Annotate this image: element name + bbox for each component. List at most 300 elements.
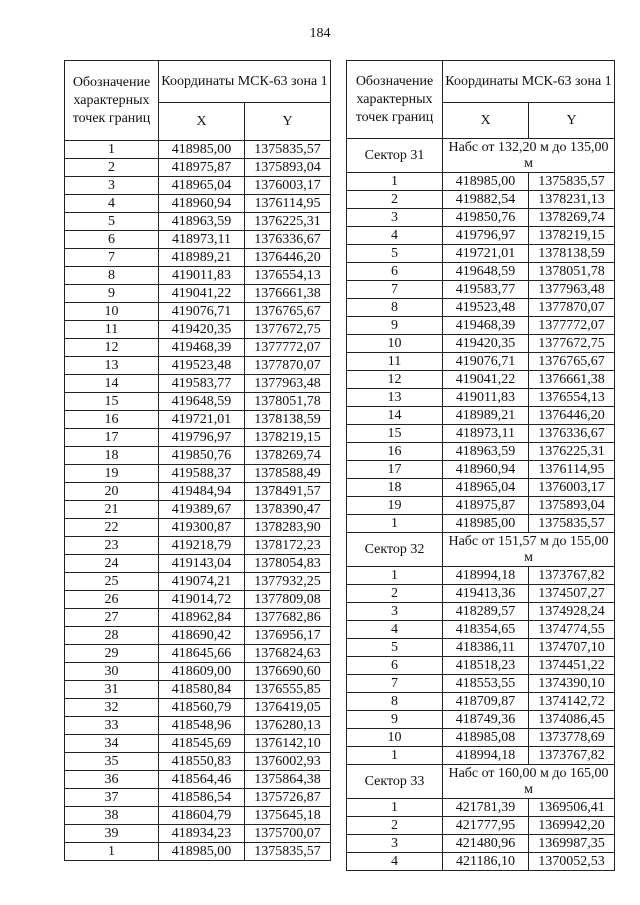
x-coordinate: 418989,21	[443, 407, 529, 425]
point-number: 7	[347, 675, 443, 693]
x-coordinate: 419583,77	[159, 375, 245, 393]
x-coordinate: 418564,46	[159, 771, 245, 789]
x-coordinate: 418289,57	[443, 603, 529, 621]
sector-row	[347, 765, 615, 799]
table-row	[65, 393, 331, 411]
table-row	[65, 357, 331, 375]
table-row	[65, 195, 331, 213]
y-coordinate: 1378231,13	[529, 191, 615, 209]
y-coordinate: 1378588,49	[245, 465, 331, 483]
y-coordinate: 1378390,47	[245, 501, 331, 519]
y-coordinate: 1374086,45	[529, 711, 615, 729]
y-coordinate: 1378219,15	[245, 429, 331, 447]
y-coordinate: 1373767,82	[529, 747, 615, 765]
table-row	[347, 173, 615, 191]
y-coordinate: 1377963,48	[529, 281, 615, 299]
point-number: 20	[65, 483, 159, 501]
table-row	[347, 461, 615, 479]
table-row	[65, 519, 331, 537]
x-coordinate: 419076,71	[443, 353, 529, 371]
x-coordinate: 418985,00	[159, 843, 245, 861]
y-coordinate: 1376114,95	[245, 195, 331, 213]
table-row	[347, 817, 615, 835]
x-coordinate: 418960,94	[159, 195, 245, 213]
x-coordinate: 419420,35	[159, 321, 245, 339]
x-coordinate: 418553,55	[443, 675, 529, 693]
x-coordinate: 418749,36	[443, 711, 529, 729]
right-header-x: X	[443, 103, 529, 139]
y-coordinate: 1377682,86	[245, 609, 331, 627]
y-coordinate: 1376690,60	[245, 663, 331, 681]
x-coordinate: 419468,39	[159, 339, 245, 357]
point-number: 24	[65, 555, 159, 573]
x-coordinate: 418518,23	[443, 657, 529, 675]
y-coordinate: 1377672,75	[245, 321, 331, 339]
y-coordinate: 1374390,10	[529, 675, 615, 693]
y-coordinate: 1375835,57	[529, 515, 615, 533]
point-number: 4	[347, 853, 443, 871]
table-row	[65, 537, 331, 555]
point-number: 1	[65, 141, 159, 159]
point-number: 14	[65, 375, 159, 393]
table-row	[65, 231, 331, 249]
point-number: 31	[65, 681, 159, 699]
point-number: 2	[347, 585, 443, 603]
point-number: 21	[65, 501, 159, 519]
sector-height-note: Набс от 132,20 м до 135,00 м	[443, 139, 615, 173]
y-coordinate: 1376336,67	[245, 231, 331, 249]
y-coordinate: 1378172,23	[245, 537, 331, 555]
point-number: 4	[347, 227, 443, 245]
table-row	[65, 591, 331, 609]
point-number: 1	[347, 747, 443, 765]
table-row	[347, 639, 615, 657]
y-coordinate: 1374707,10	[529, 639, 615, 657]
x-coordinate: 418609,00	[159, 663, 245, 681]
table-row	[347, 317, 615, 335]
x-coordinate: 418548,96	[159, 717, 245, 735]
x-coordinate: 418545,69	[159, 735, 245, 753]
point-number: 7	[65, 249, 159, 267]
point-number: 25	[65, 573, 159, 591]
x-coordinate: 419648,59	[159, 393, 245, 411]
table-row	[65, 447, 331, 465]
y-coordinate: 1373767,82	[529, 567, 615, 585]
point-number: 6	[347, 263, 443, 281]
y-coordinate: 1377870,07	[529, 299, 615, 317]
y-coordinate: 1375835,57	[245, 141, 331, 159]
left-header-x: X	[159, 103, 245, 141]
table-row	[65, 483, 331, 501]
table-row	[65, 321, 331, 339]
sector-height-note: Набс от 151,57 м до 155,00 м	[443, 533, 615, 567]
table-row	[347, 371, 615, 389]
x-coordinate: 418975,87	[443, 497, 529, 515]
y-coordinate: 1373778,69	[529, 729, 615, 747]
point-number: 27	[65, 609, 159, 627]
y-coordinate: 1376419,05	[245, 699, 331, 717]
y-coordinate: 1377772,07	[529, 317, 615, 335]
point-number: 3	[347, 603, 443, 621]
right-header-y: Y	[529, 103, 615, 139]
y-coordinate: 1376554,13	[245, 267, 331, 285]
table-row	[65, 411, 331, 429]
y-coordinate: 1369506,41	[529, 799, 615, 817]
sector-name: Сектор 32	[347, 533, 443, 567]
x-coordinate: 419468,39	[443, 317, 529, 335]
point-number: 2	[347, 191, 443, 209]
table-row	[65, 159, 331, 177]
y-coordinate: 1377772,07	[245, 339, 331, 357]
page-number: 184	[309, 26, 331, 41]
table-row	[65, 807, 331, 825]
sector-name: Сектор 33	[347, 765, 443, 799]
point-number: 4	[65, 195, 159, 213]
x-coordinate: 418973,11	[159, 231, 245, 249]
table-row	[65, 555, 331, 573]
x-coordinate: 419523,48	[443, 299, 529, 317]
table-row	[347, 353, 615, 371]
y-coordinate: 1375893,04	[529, 497, 615, 515]
point-number: 5	[347, 639, 443, 657]
point-number: 5	[347, 245, 443, 263]
y-coordinate: 1374928,24	[529, 603, 615, 621]
table-row	[347, 389, 615, 407]
x-coordinate: 421781,39	[443, 799, 529, 817]
table-row	[347, 497, 615, 515]
x-coordinate: 419041,22	[443, 371, 529, 389]
table-row	[65, 339, 331, 357]
y-coordinate: 1377672,75	[529, 335, 615, 353]
y-coordinate: 1375726,87	[245, 789, 331, 807]
x-coordinate: 419014,72	[159, 591, 245, 609]
point-number: 26	[65, 591, 159, 609]
table-row	[65, 501, 331, 519]
right-coordinates-table	[346, 60, 615, 871]
point-number: 3	[347, 209, 443, 227]
point-number: 23	[65, 537, 159, 555]
point-number: 1	[347, 567, 443, 585]
table-row	[65, 645, 331, 663]
x-coordinate: 419041,22	[159, 285, 245, 303]
point-number: 19	[65, 465, 159, 483]
x-coordinate: 418965,04	[159, 177, 245, 195]
table-row	[65, 429, 331, 447]
table-row	[65, 825, 331, 843]
table-row	[347, 675, 615, 693]
table-row	[347, 227, 615, 245]
point-number: 8	[65, 267, 159, 285]
x-coordinate: 418560,79	[159, 699, 245, 717]
table-row	[65, 609, 331, 627]
point-number: 4	[347, 621, 443, 639]
point-number: 13	[65, 357, 159, 375]
point-number: 32	[65, 699, 159, 717]
x-coordinate: 418709,87	[443, 693, 529, 711]
table-row	[65, 753, 331, 771]
x-coordinate: 419796,97	[443, 227, 529, 245]
point-number: 9	[347, 711, 443, 729]
y-coordinate: 1377870,07	[245, 357, 331, 375]
table-row	[65, 735, 331, 753]
x-coordinate: 418985,00	[443, 515, 529, 533]
table-row	[347, 693, 615, 711]
y-coordinate: 1376142,10	[245, 735, 331, 753]
table-row	[347, 657, 615, 675]
y-coordinate: 1374142,72	[529, 693, 615, 711]
table-row	[65, 663, 331, 681]
y-coordinate: 1369942,20	[529, 817, 615, 835]
x-coordinate: 418985,08	[443, 729, 529, 747]
y-coordinate: 1376765,67	[529, 353, 615, 371]
table-row	[347, 747, 615, 765]
sector-row	[347, 139, 615, 173]
y-coordinate: 1376225,31	[529, 443, 615, 461]
point-number: 12	[347, 371, 443, 389]
x-coordinate: 419218,79	[159, 537, 245, 555]
point-number: 2	[65, 159, 159, 177]
y-coordinate: 1374774,55	[529, 621, 615, 639]
table-row	[65, 177, 331, 195]
point-number: 15	[347, 425, 443, 443]
sector-height-note: Набс от 160,00 м до 165,00 м	[443, 765, 615, 799]
point-number: 16	[65, 411, 159, 429]
table-row	[65, 843, 331, 861]
x-coordinate: 418965,04	[443, 479, 529, 497]
point-number: 37	[65, 789, 159, 807]
x-coordinate: 421480,96	[443, 835, 529, 853]
point-number: 9	[347, 317, 443, 335]
x-coordinate: 418994,18	[443, 567, 529, 585]
table-row	[65, 267, 331, 285]
table-row	[347, 443, 615, 461]
x-coordinate: 418386,11	[443, 639, 529, 657]
y-coordinate: 1376446,20	[529, 407, 615, 425]
y-coordinate: 1376446,20	[245, 249, 331, 267]
table-row	[347, 729, 615, 747]
y-coordinate: 1377809,08	[245, 591, 331, 609]
point-number: 16	[347, 443, 443, 461]
y-coordinate: 1376002,93	[245, 753, 331, 771]
y-coordinate: 1376336,67	[529, 425, 615, 443]
y-coordinate: 1375893,04	[245, 159, 331, 177]
table-row	[347, 263, 615, 281]
x-coordinate: 419850,76	[443, 209, 529, 227]
table-row	[347, 603, 615, 621]
y-coordinate: 1376956,17	[245, 627, 331, 645]
point-number: 11	[347, 353, 443, 371]
y-coordinate: 1377932,25	[245, 573, 331, 591]
x-coordinate: 418973,11	[443, 425, 529, 443]
x-coordinate: 419300,87	[159, 519, 245, 537]
y-coordinate: 1376661,38	[529, 371, 615, 389]
point-number: 30	[65, 663, 159, 681]
table-row	[65, 789, 331, 807]
x-coordinate: 419588,37	[159, 465, 245, 483]
x-coordinate: 418645,66	[159, 645, 245, 663]
y-coordinate: 1378051,78	[529, 263, 615, 281]
point-number: 9	[65, 285, 159, 303]
point-number: 19	[347, 497, 443, 515]
point-number: 1	[347, 173, 443, 191]
y-coordinate: 1376280,13	[245, 717, 331, 735]
left-coordinates-table	[64, 60, 331, 861]
left-header-coords-title: Координаты МСК-63 зона 1	[159, 61, 331, 103]
table-row	[347, 621, 615, 639]
x-coordinate: 419721,01	[159, 411, 245, 429]
point-number: 11	[65, 321, 159, 339]
y-coordinate: 1378269,74	[529, 209, 615, 227]
right-header-coords-title: Координаты МСК-63 зона 1	[443, 61, 615, 103]
point-number: 38	[65, 807, 159, 825]
y-coordinate: 1375645,18	[245, 807, 331, 825]
table-row	[65, 573, 331, 591]
point-number: 39	[65, 825, 159, 843]
point-number: 1	[347, 799, 443, 817]
point-number: 18	[347, 479, 443, 497]
y-coordinate: 1378283,90	[245, 519, 331, 537]
table-row	[65, 303, 331, 321]
x-coordinate: 419484,94	[159, 483, 245, 501]
table-row	[65, 285, 331, 303]
point-number: 10	[347, 729, 443, 747]
table-row	[347, 853, 615, 871]
x-coordinate: 419523,48	[159, 357, 245, 375]
x-coordinate: 419389,67	[159, 501, 245, 519]
y-coordinate: 1378138,59	[529, 245, 615, 263]
y-coordinate: 1375700,07	[245, 825, 331, 843]
x-coordinate: 419076,71	[159, 303, 245, 321]
point-number: 33	[65, 717, 159, 735]
point-number: 8	[347, 693, 443, 711]
y-coordinate: 1374451,22	[529, 657, 615, 675]
point-number: 17	[347, 461, 443, 479]
table-row	[347, 209, 615, 227]
x-coordinate: 418580,84	[159, 681, 245, 699]
y-coordinate: 1375835,57	[529, 173, 615, 191]
point-number: 10	[347, 335, 443, 353]
right-header-point-label: Обозначение характерных точек границ	[347, 61, 443, 139]
point-number: 18	[65, 447, 159, 465]
table-row	[347, 299, 615, 317]
y-coordinate: 1378051,78	[245, 393, 331, 411]
table-row	[347, 711, 615, 729]
y-coordinate: 1378219,15	[529, 227, 615, 245]
x-coordinate: 418963,59	[159, 213, 245, 231]
table-row	[347, 799, 615, 817]
y-coordinate: 1375835,57	[245, 843, 331, 861]
y-coordinate: 1376003,17	[529, 479, 615, 497]
y-coordinate: 1376003,17	[245, 177, 331, 195]
x-coordinate: 418963,59	[443, 443, 529, 461]
x-coordinate: 418962,84	[159, 609, 245, 627]
x-coordinate: 418989,21	[159, 249, 245, 267]
sector-name: Сектор 31	[347, 139, 443, 173]
table-row	[347, 835, 615, 853]
point-number: 22	[65, 519, 159, 537]
x-coordinate: 419721,01	[443, 245, 529, 263]
sector-row	[347, 533, 615, 567]
point-number: 10	[65, 303, 159, 321]
table-row	[347, 479, 615, 497]
point-number: 5	[65, 213, 159, 231]
point-number: 17	[65, 429, 159, 447]
y-coordinate: 1376765,67	[245, 303, 331, 321]
table-row	[65, 699, 331, 717]
table-row	[65, 681, 331, 699]
table-row	[65, 465, 331, 483]
y-coordinate: 1376555,85	[245, 681, 331, 699]
table-row	[65, 249, 331, 267]
table-row	[65, 213, 331, 231]
x-coordinate: 419420,35	[443, 335, 529, 353]
point-number: 6	[347, 657, 443, 675]
point-number: 2	[347, 817, 443, 835]
x-coordinate: 418985,00	[443, 173, 529, 191]
point-number: 8	[347, 299, 443, 317]
table-row	[347, 425, 615, 443]
x-coordinate: 418985,00	[159, 141, 245, 159]
x-coordinate: 419648,59	[443, 263, 529, 281]
point-number: 29	[65, 645, 159, 663]
y-coordinate: 1377963,48	[245, 375, 331, 393]
table-row	[347, 191, 615, 209]
y-coordinate: 1370052,53	[529, 853, 615, 871]
y-coordinate: 1376114,95	[529, 461, 615, 479]
point-number: 6	[65, 231, 159, 249]
x-coordinate: 419413,36	[443, 585, 529, 603]
left-header-point-label: Обозначение характерных точек границ	[65, 61, 159, 141]
x-coordinate: 418604,79	[159, 807, 245, 825]
x-coordinate: 419011,83	[159, 267, 245, 285]
point-number: 14	[347, 407, 443, 425]
table-row	[65, 627, 331, 645]
y-coordinate: 1374507,27	[529, 585, 615, 603]
table-row	[347, 585, 615, 603]
y-coordinate: 1378491,57	[245, 483, 331, 501]
y-coordinate: 1378269,74	[245, 447, 331, 465]
x-coordinate: 418550,83	[159, 753, 245, 771]
x-coordinate: 418960,94	[443, 461, 529, 479]
y-coordinate: 1378138,59	[245, 411, 331, 429]
y-coordinate: 1376225,31	[245, 213, 331, 231]
table-row	[65, 141, 331, 159]
table-row	[347, 407, 615, 425]
y-coordinate: 1376554,13	[529, 389, 615, 407]
x-coordinate: 418994,18	[443, 747, 529, 765]
point-number: 34	[65, 735, 159, 753]
point-number: 13	[347, 389, 443, 407]
x-coordinate: 418934,23	[159, 825, 245, 843]
y-coordinate: 1378054,83	[245, 555, 331, 573]
x-coordinate: 418690,42	[159, 627, 245, 645]
point-number: 3	[347, 835, 443, 853]
x-coordinate: 419143,04	[159, 555, 245, 573]
point-number: 28	[65, 627, 159, 645]
x-coordinate: 421777,95	[443, 817, 529, 835]
point-number: 35	[65, 753, 159, 771]
x-coordinate: 419074,21	[159, 573, 245, 591]
left-header-y: Y	[245, 103, 331, 141]
table-row	[347, 335, 615, 353]
y-coordinate: 1375864,38	[245, 771, 331, 789]
x-coordinate: 418975,87	[159, 159, 245, 177]
x-coordinate: 419796,97	[159, 429, 245, 447]
point-number: 7	[347, 281, 443, 299]
table-row	[347, 567, 615, 585]
x-coordinate: 419583,77	[443, 281, 529, 299]
point-number: 36	[65, 771, 159, 789]
